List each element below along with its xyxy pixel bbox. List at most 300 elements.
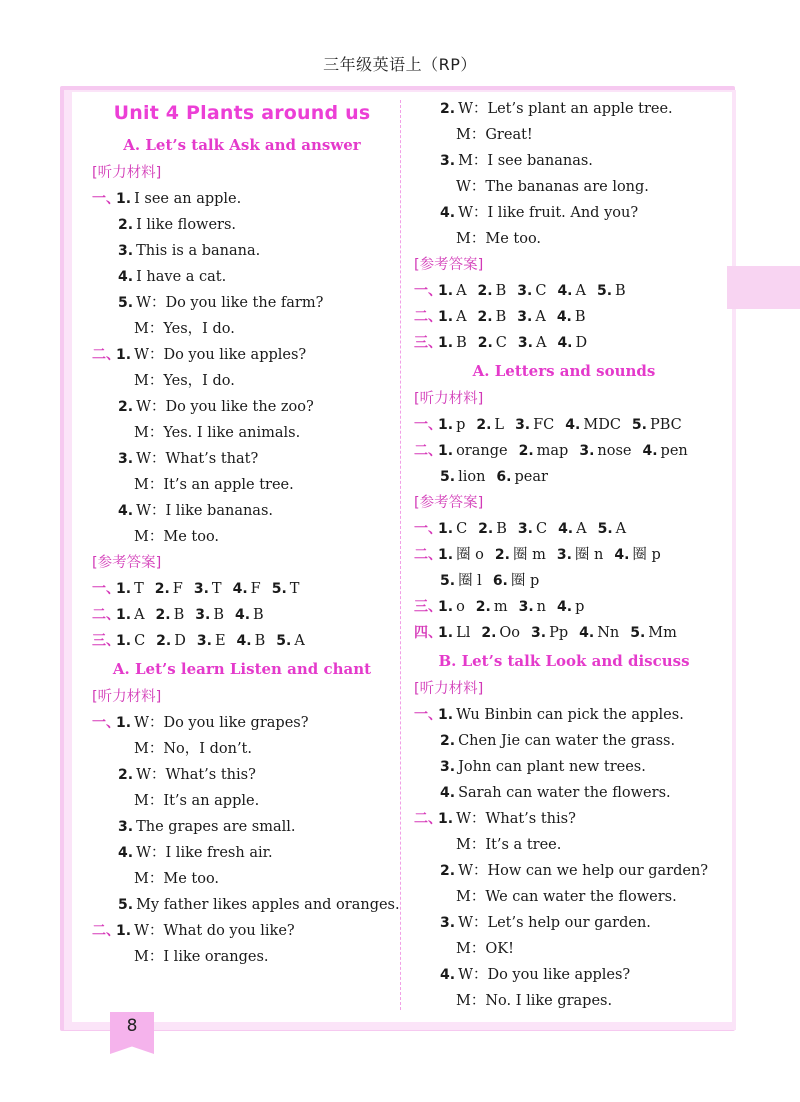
item-number: 4. <box>118 269 134 285</box>
item-text: The grapes are small. <box>136 819 296 835</box>
list-item <box>414 962 714 988</box>
item-number: 1. <box>438 547 454 563</box>
section-mark: 二、 <box>414 443 442 459</box>
answer-item <box>565 417 621 433</box>
list-item: M：Me too. <box>456 231 542 247</box>
answer-value: Mm <box>648 625 677 641</box>
list-item <box>92 290 392 316</box>
answer-item <box>438 417 465 433</box>
answer-row <box>414 620 714 646</box>
section-mark: 二、 <box>414 547 442 563</box>
answer-row <box>414 542 714 568</box>
item-number: 2. <box>481 625 497 641</box>
answer-value: F <box>250 581 261 597</box>
answer-value: B <box>456 335 467 351</box>
item-number: 3. <box>531 625 547 641</box>
list-item: M：No，I don’t. <box>134 741 252 757</box>
section-mark: 一、 <box>92 581 120 597</box>
answer-item <box>440 573 482 589</box>
item-number: 4. <box>558 521 574 537</box>
section-title: B. Let’s talk Look and discuss <box>438 652 690 670</box>
answer-row <box>414 464 714 490</box>
answer-item <box>276 633 305 649</box>
answer-value: MDC <box>583 417 621 433</box>
item-number: 1. <box>438 811 454 827</box>
answer-value: Ll <box>456 625 471 641</box>
answer-item <box>495 547 546 563</box>
answer-value: B <box>173 607 185 623</box>
item-text: M：I see bananas. <box>458 153 593 169</box>
answer-row <box>414 330 714 356</box>
section-mark: 一、 <box>414 417 442 433</box>
answer-item <box>156 607 185 623</box>
item-number: 1. <box>438 335 454 351</box>
item-text: W：Do you like apples? <box>134 347 307 363</box>
answer-value: o <box>456 599 465 615</box>
answer-item <box>438 599 465 615</box>
answer-item <box>116 607 145 623</box>
list-item <box>414 728 714 754</box>
answer-rows <box>414 516 714 646</box>
answer-value: m <box>493 599 508 615</box>
side-tab <box>727 266 800 309</box>
list-item: M：It’s an apple tree. <box>134 477 294 493</box>
item-number: 3. <box>118 819 134 835</box>
answer-value: p <box>575 599 585 615</box>
item-number: 4. <box>557 599 573 615</box>
answer-item <box>632 417 682 433</box>
item-text: Sarah can water the flowers. <box>458 785 671 801</box>
answer-value: D <box>575 335 588 351</box>
list-item <box>92 212 392 238</box>
section-mark: 三、 <box>92 633 120 649</box>
answer-value: n <box>536 599 547 615</box>
answer-value: A <box>615 521 627 537</box>
item-number: 3. <box>195 607 211 623</box>
answer-item <box>557 309 586 325</box>
answer-item <box>598 521 627 537</box>
item-text: W：What’s that? <box>136 451 259 467</box>
item-text: W：What’s this? <box>456 811 576 827</box>
item-number: 4. <box>579 625 595 641</box>
list-item <box>92 394 392 420</box>
item-number: 4. <box>236 633 252 649</box>
item-number: 4. <box>232 581 248 597</box>
answer-item <box>478 335 507 351</box>
answer-rows <box>414 278 714 356</box>
item-number: 3. <box>556 547 572 563</box>
list-item <box>92 264 392 290</box>
item-number: 3. <box>440 759 456 775</box>
answer-item <box>557 599 584 615</box>
answer-item <box>518 335 547 351</box>
item-number: 3. <box>196 633 212 649</box>
section-mark: 二、 <box>92 347 120 363</box>
answer-item <box>233 581 261 597</box>
section-mark: 一、 <box>414 283 442 299</box>
list-item <box>92 186 392 212</box>
item-number: 1. <box>438 599 454 615</box>
answer-row <box>92 602 392 628</box>
item-number: 2. <box>477 283 493 299</box>
answer-value: 圈 n <box>574 547 604 563</box>
page-number: 8 <box>126 1016 138 1036</box>
section-mark: 一、 <box>92 191 120 207</box>
answer-value: C <box>456 521 468 537</box>
list-item: M：Yes，I do. <box>134 321 235 337</box>
list-item <box>92 238 392 264</box>
item-text: W：I like bananas. <box>136 503 273 519</box>
item-number: 1. <box>116 191 132 207</box>
item-number: 5. <box>597 521 613 537</box>
answer-item <box>515 417 554 433</box>
item-number: 3. <box>118 243 134 259</box>
running-header: 三年级英语上（RP） <box>323 55 477 74</box>
listening-material-tag: [听力材料] <box>92 689 162 705</box>
item-text: I have a cat. <box>136 269 227 285</box>
answer-value: E <box>214 633 226 649</box>
answer-item <box>194 581 222 597</box>
answer-value: F <box>172 581 183 597</box>
answer-item <box>438 283 467 299</box>
list-item <box>92 342 392 368</box>
answer-item <box>438 335 467 351</box>
answer-value: D <box>174 633 186 649</box>
answer-value: L <box>494 417 505 433</box>
answer-item <box>614 547 660 563</box>
list-item: M：Me too. <box>134 871 220 887</box>
item-number: 3. <box>517 335 533 351</box>
answer-item <box>235 607 264 623</box>
item-number: 2. <box>440 863 456 879</box>
item-number: 1. <box>116 581 132 597</box>
answer-item <box>478 309 507 325</box>
item-number: 3. <box>579 443 595 459</box>
item-text: Wu Binbin can pick the apples. <box>456 707 684 723</box>
item-number: 4. <box>440 967 456 983</box>
unit-title: Unit 4 Plants around us <box>113 102 371 124</box>
item-text: W：Let’s help our garden. <box>458 915 651 931</box>
item-text: Chen Jie can water the grass. <box>458 733 676 749</box>
answer-item <box>481 625 520 641</box>
answer-value: B <box>574 309 586 325</box>
column-divider <box>400 100 401 1010</box>
item-number: 4. <box>234 607 251 623</box>
answer-value: nose <box>597 443 632 459</box>
answer-value: B <box>213 607 224 623</box>
item-number: 3. <box>118 451 134 467</box>
item-number: 3. <box>517 309 533 325</box>
answer-value: 圈 m <box>512 547 546 563</box>
answer-item <box>155 581 183 597</box>
list-item <box>92 498 392 524</box>
item-text: W：Do you like grapes? <box>134 715 309 731</box>
answer-value: A <box>134 607 145 623</box>
item-number: 3. <box>515 417 531 433</box>
list-item <box>92 710 392 736</box>
item-text: W：Let’s plant an apple tree. <box>458 101 673 117</box>
item-number: 1. <box>438 443 454 459</box>
list-item <box>92 840 392 866</box>
answer-value: lion <box>458 469 486 485</box>
item-number: 5. <box>440 469 456 485</box>
answer-value: orange <box>456 443 508 459</box>
section-mark: 二、 <box>92 923 120 939</box>
list-item: M：It’s an apple. <box>134 793 260 809</box>
answer-value: A <box>456 283 467 299</box>
list-item: M：It’s a tree. <box>456 837 562 853</box>
answer-value: C <box>535 521 548 537</box>
answer-value: Oo <box>499 625 521 641</box>
list-item: M：We can water the flowers. <box>456 889 677 905</box>
answer-value: FC <box>533 417 555 433</box>
list-item <box>414 200 714 226</box>
item-number: 1. <box>438 625 454 641</box>
section-title: A. Let’s learn Listen and chant <box>112 660 372 678</box>
item-number: 4. <box>440 785 456 801</box>
answer-item <box>597 283 626 299</box>
list-item <box>414 702 714 728</box>
item-number: 4. <box>557 283 573 299</box>
section-mark: 一、 <box>414 521 442 537</box>
answer-item <box>197 633 226 649</box>
answer-value: 圈 l <box>458 573 482 589</box>
list-item <box>92 446 392 472</box>
answer-row <box>414 568 714 594</box>
answer-row <box>414 516 714 542</box>
item-number: 3. <box>517 521 533 537</box>
list-item: M：Yes. I like animals. <box>134 425 301 441</box>
item-number: 2. <box>154 581 170 597</box>
item-number: 3. <box>440 153 456 169</box>
item-text: John can plant new trees. <box>458 759 646 775</box>
item-number: 1. <box>116 923 132 939</box>
item-number: 2. <box>477 309 493 325</box>
list-item <box>414 754 714 780</box>
answer-value: pen <box>660 443 688 459</box>
left-column <box>92 96 400 970</box>
item-number: 1. <box>438 283 454 299</box>
item-number: 4. <box>565 417 581 433</box>
answer-key-tag: [参考答案] <box>414 495 484 511</box>
answer-item <box>579 443 631 459</box>
answer-item <box>438 547 484 563</box>
answer-value: p <box>456 417 466 433</box>
answer-value: Pp <box>549 625 569 641</box>
item-number: 6. <box>492 573 508 589</box>
listening-rows <box>414 412 714 490</box>
item-text: W：How can we help our garden? <box>458 863 709 879</box>
answer-item <box>440 469 485 485</box>
list-item <box>414 96 714 122</box>
list-item <box>92 762 392 788</box>
answer-item <box>478 283 507 299</box>
answer-value: A <box>576 521 587 537</box>
item-number: 2. <box>476 417 492 433</box>
item-number: 1. <box>438 707 454 723</box>
item-number: 2. <box>440 101 456 117</box>
answer-row <box>414 278 714 304</box>
item-number: 2. <box>475 599 491 615</box>
item-number: 5. <box>118 897 134 913</box>
item-text: W：I like fruit. And you? <box>458 205 639 221</box>
list-item <box>414 780 714 806</box>
answer-item <box>116 581 144 597</box>
item-number: 5. <box>271 581 287 597</box>
answer-value: pear <box>514 469 548 485</box>
item-number: 2. <box>518 443 534 459</box>
answer-item <box>558 521 587 537</box>
answer-value: PBC <box>649 417 682 433</box>
answer-row <box>414 594 714 620</box>
item-number: 4. <box>118 845 134 861</box>
answer-row <box>92 576 392 602</box>
answer-item <box>478 521 507 537</box>
answer-item <box>272 581 300 597</box>
answer-value: B <box>496 521 507 537</box>
item-number: 4. <box>118 503 134 519</box>
answer-value: T <box>134 581 144 597</box>
answer-item <box>195 607 224 623</box>
answer-value: map <box>536 443 569 459</box>
answer-item <box>557 335 587 351</box>
answer-rows <box>92 576 392 654</box>
item-text: This is a banana. <box>136 243 261 259</box>
item-number: 2. <box>155 607 171 623</box>
item-number: 2. <box>478 521 494 537</box>
item-text: W：I like fresh air. <box>136 845 273 861</box>
item-number: 5. <box>630 625 646 641</box>
item-number: 3. <box>517 283 533 299</box>
answer-item <box>519 443 569 459</box>
list-item <box>414 910 714 936</box>
item-number: 1. <box>438 521 454 537</box>
item-number: 6. <box>496 469 512 485</box>
answer-value: B <box>615 283 626 299</box>
list-item: M：OK! <box>456 941 514 957</box>
answer-value: B <box>495 309 507 325</box>
section-mark: 三、 <box>414 335 442 351</box>
answer-value: B <box>495 283 507 299</box>
item-text: W：Do you like the farm? <box>136 295 324 311</box>
item-text: My father likes apples and oranges. <box>136 897 400 913</box>
item-number: 2. <box>477 335 493 351</box>
list-item: M：Me too. <box>134 529 220 545</box>
answer-value: A <box>535 309 546 325</box>
item-number: 5. <box>596 283 613 299</box>
item-number: 4. <box>557 335 573 351</box>
section-title: A. Let’s talk Ask and answer <box>123 136 361 154</box>
answer-item <box>579 625 619 641</box>
list-item: M：I like oranges. <box>134 949 269 965</box>
answer-item <box>517 283 546 299</box>
answer-item <box>116 633 145 649</box>
section-mark: 二、 <box>92 607 120 623</box>
answer-item <box>531 625 568 641</box>
section-mark: 四、 <box>414 625 442 641</box>
right-column <box>414 96 714 1014</box>
list-item <box>414 858 714 884</box>
listening-material-tag: [听力材料] <box>92 165 162 181</box>
answer-row <box>92 628 392 654</box>
item-number: 3. <box>518 599 534 615</box>
answer-item <box>630 625 677 641</box>
item-number: 5. <box>118 295 134 311</box>
answer-key-tag: [参考答案] <box>414 257 484 273</box>
answer-item <box>518 521 547 537</box>
answer-item <box>156 633 186 649</box>
answer-value: Nn <box>597 625 620 641</box>
list-item: M：No. I like grapes. <box>456 993 613 1009</box>
item-text: W：What’s this? <box>136 767 256 783</box>
item-number: 5. <box>631 417 647 433</box>
answer-row <box>414 304 714 330</box>
item-number: 1. <box>438 309 454 325</box>
answer-value: 圈 o <box>456 547 484 563</box>
list-item <box>92 814 392 840</box>
answer-value: C <box>495 335 507 351</box>
item-number: 3. <box>193 581 209 597</box>
item-number: 4. <box>614 547 630 563</box>
item-number: 1. <box>116 607 132 623</box>
answer-item <box>519 599 546 615</box>
item-number: 2. <box>494 547 510 563</box>
list-item <box>92 918 392 944</box>
section-mark: 二、 <box>414 309 442 325</box>
answer-item <box>438 309 467 325</box>
item-number: 1. <box>116 347 132 363</box>
answer-value: T <box>211 581 222 597</box>
answer-value: A <box>575 283 586 299</box>
item-number: 5. <box>276 633 292 649</box>
answer-item <box>438 521 467 537</box>
answer-value: A <box>294 633 305 649</box>
answer-value: B <box>253 607 264 623</box>
answer-item <box>476 417 504 433</box>
answer-row <box>414 412 714 438</box>
list-item <box>414 806 714 832</box>
answer-value: C <box>535 283 547 299</box>
list-item <box>414 148 714 174</box>
item-text: I see an apple. <box>134 191 242 207</box>
listening-material-tag: [听力材料] <box>414 391 484 407</box>
answer-item <box>438 625 470 641</box>
answer-value: T <box>289 581 300 597</box>
list-item: M：Yes，I do. <box>134 373 235 389</box>
item-number: 1. <box>116 633 132 649</box>
answer-item <box>496 469 548 485</box>
item-text: W：Do you like apples? <box>458 967 631 983</box>
item-number: 4. <box>440 205 456 221</box>
item-number: 2. <box>118 217 134 233</box>
item-number: 4. <box>556 309 572 325</box>
section-mark: 三、 <box>414 599 442 615</box>
answer-value: A <box>456 309 467 325</box>
item-number: 2. <box>118 767 134 783</box>
answer-item <box>438 443 508 459</box>
answer-value: B <box>254 633 266 649</box>
answer-row <box>414 438 714 464</box>
answer-item <box>517 309 546 325</box>
answer-item <box>642 443 687 459</box>
item-number: 2. <box>156 633 172 649</box>
item-number: 2. <box>440 733 456 749</box>
listening-material-tag: [听力材料] <box>414 681 484 697</box>
list-item <box>92 892 400 918</box>
item-number: 1. <box>116 715 132 731</box>
section-mark: 二、 <box>414 811 442 827</box>
answer-value: 圈 p <box>632 547 661 563</box>
